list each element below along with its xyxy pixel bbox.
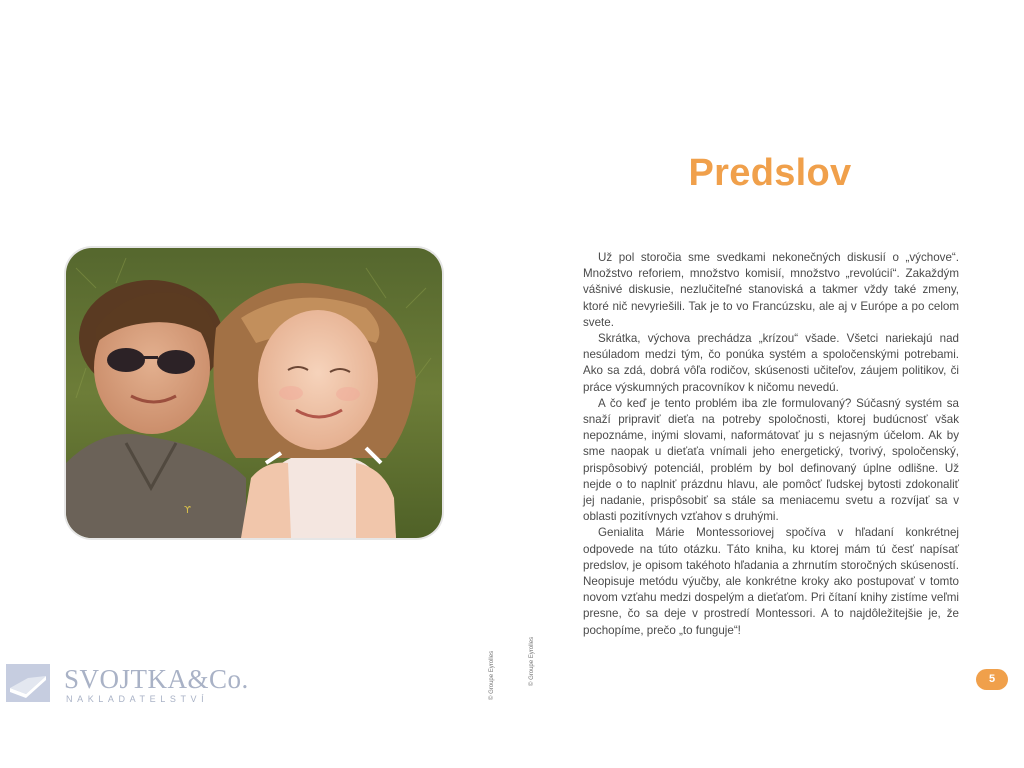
paragraph: Genialita Márie Montessoriovej spočíva v hľadaní konkrétnej odpovede na túto otázku. Táto kniha, ku ktorej mám tú česť napísať predslov, je opisom takéhoto hľadania a zhrnutím storočných skúseností. Neopisuje metódu výučby, ale konkrétne kroky ako postupovať v tomto novom vzťahu medzi dospelým a dieťaťom. Pri čítaní knihy zistíme veľmi presne, čo sa deje v prostredí Montessori. A to najdôležitejšie je, že pochopíme, prečo „to funguje“!: [583, 526, 959, 637]
photo-credit-right: © Groupe Eyrolles: [529, 636, 535, 686]
svg-text:ϒ: ϒ: [184, 505, 191, 516]
paragraph: Skrátka, výchova prechádza „krízou“ všade. Všetci nariekajú nad nesúladom medzi tým, čo ponúka systém a spoločenskými potrebami. Ako sa zdá, dobrá vôľa rodičov, skúsenosti učiteľov, záujem politikov, či práce výskumných pracovníkov k ničomu nevedú.: [583, 332, 959, 394]
paragraph: Už pol storočia sme svedkami nekonečných diskusií o „výchove“. Množstvo reforiem, množstvo komisií, množstvo „revolúcií“. Zakaždým vášnivé diskusie, nezlučiteľné stanoviská a takmer vždy také zmeny, ktoré nič nevyriešili. Tak je to vo Francúzsku, ale aj v Európe a po celom svete.: [583, 251, 959, 329]
page-number-badge: 5: [976, 669, 1008, 690]
foreword-text: [583, 250, 959, 639]
book-logo-icon: [6, 664, 50, 702]
photo-credit: © Groupe Eyrolles: [489, 650, 495, 700]
publisher-subtitle: NAKLADATELSTVÍ: [66, 694, 209, 704]
page-title: Predslov: [688, 152, 852, 194]
publisher-name: SVOJTKA&Co.: [64, 664, 249, 694]
paragraph: A čo keď je tento problém iba zle formulovaný? Súčasný systém sa snaží pripraviť dieťa na potreby spoločnosti, ktorej budúcnosť však nepoznáme, inými slovami, naformátovať ju s nejasným účelom. Ak by sme naopak u dieťaťa vnímali jeho energetický, tvorivý, spoločenský, prispôsobivý potenciál, problém by bol definovaný úplne odlišne. Už nejde o to naplniť prázdnu hlavu, ale pomôcť ľudskej bytosti zdokonaliť jej nadanie, prispôsobiť sa stále sa meniacemu svetu a rozvíjať sa v oblasti pozitívnych vzťahov s druhými.: [583, 396, 959, 524]
publisher-logo: [6, 660, 249, 706]
children-photo: [66, 248, 442, 538]
